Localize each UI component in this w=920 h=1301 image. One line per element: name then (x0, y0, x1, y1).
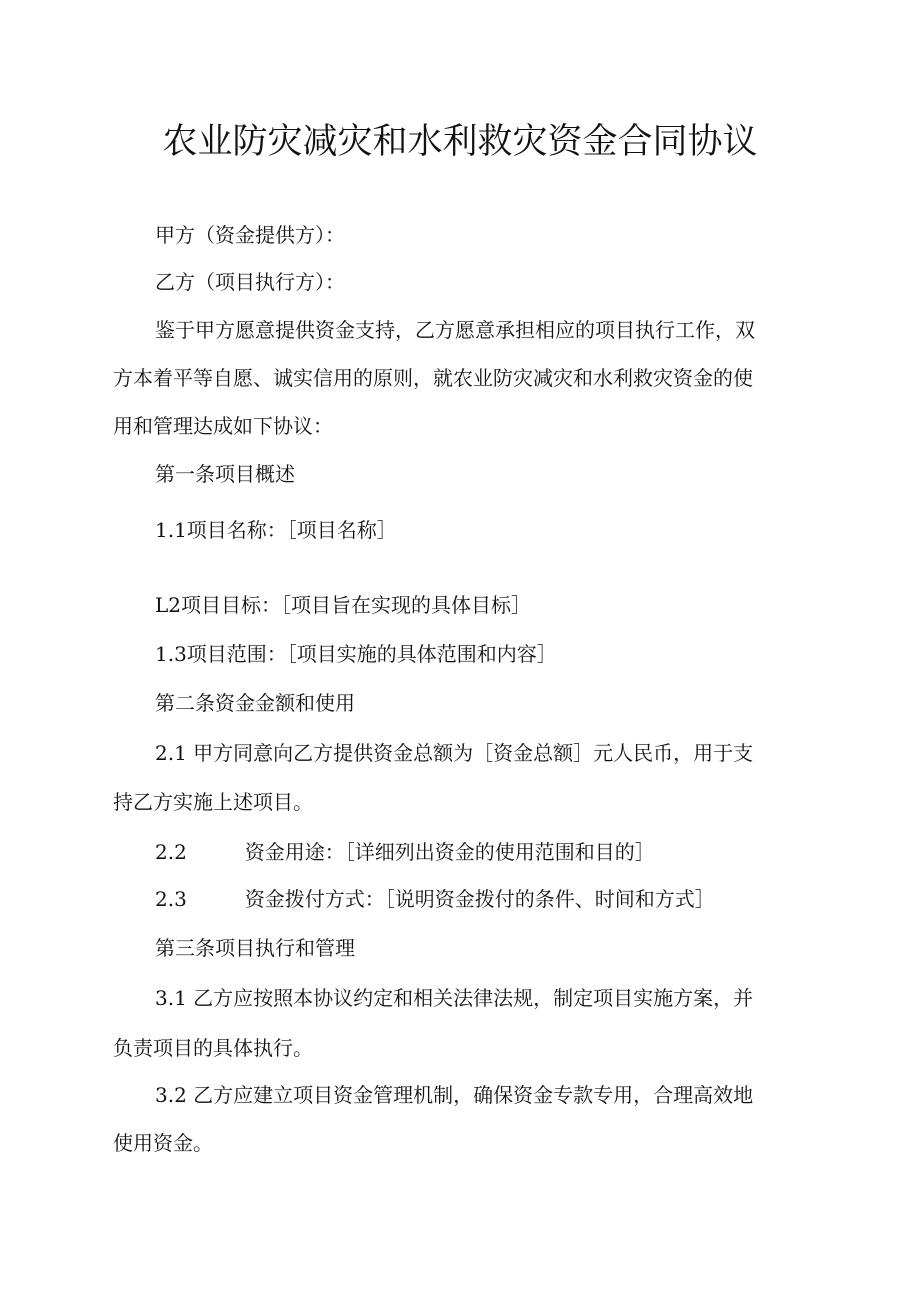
article-3-item-1-line-1: 3.1 乙方应按照本协议约定和相关法律法规，制定项目实施方案，并 (155, 986, 754, 1010)
article-2-item-3-text: 资金拨付方式：［说明资金拨付的条件、时间和方式］ (244, 887, 715, 911)
article-2-item-1-line-2: 持乙方实施上述项目。 (113, 790, 313, 814)
article-3-item-1-line-2: 负责项目的具体执行。 (113, 1036, 313, 1060)
article-1-heading: 第一条项目概述 (155, 462, 295, 486)
article-2-heading: 第二条资金金额和使用 (155, 691, 355, 715)
article-2-item-1-line-1: 2.1 甲方同意向乙方提供资金总额为［资金总额］元人民币，用于支 (155, 741, 754, 765)
article-2-item-3 (155, 885, 715, 913)
article-3-item-2-line-2: 使用资金。 (113, 1131, 213, 1155)
preamble-line-1: 鉴于甲方愿意提供资金支持，乙方愿意承担相应的项目执行工作，双 (155, 318, 755, 342)
article-3-item-2-line-1: 3.2 乙方应建立项目资金管理机制，确保资金专款专用，合理高效地 (155, 1083, 754, 1107)
document-title: 农业防灾减灾和水利救灾资金合同协议 (162, 122, 758, 162)
article-2-item-3-number: 2.3 (155, 887, 187, 911)
party-b-line: 乙方（项目执行方）： (155, 270, 345, 294)
party-a-line: 甲方（资金提供方）： (155, 223, 345, 247)
preamble-line-2: 方本着平等自愿、诚实信用的原则，就农业防灾减灾和水利救灾资金的使 (113, 366, 753, 390)
preamble-line-3: 用和管理达成如下协议： (113, 414, 333, 438)
article-2-item-2 (155, 838, 655, 866)
article-3-heading: 第三条项目执行和管理 (155, 936, 355, 960)
article-2-item-2-text: 资金用途：［详细列出资金的使用范围和目的］ (244, 840, 655, 864)
article-2-item-2-number: 2.2 (155, 840, 187, 864)
article-1-item-2: L2项目目标：［项目旨在实现的具体目标］ (155, 593, 532, 617)
article-1-item-3: 1.3项目范围：［项目实施的具体范围和内容］ (155, 642, 557, 666)
article-1-item-1: 1.1项目名称：［项目名称］ (155, 518, 397, 542)
